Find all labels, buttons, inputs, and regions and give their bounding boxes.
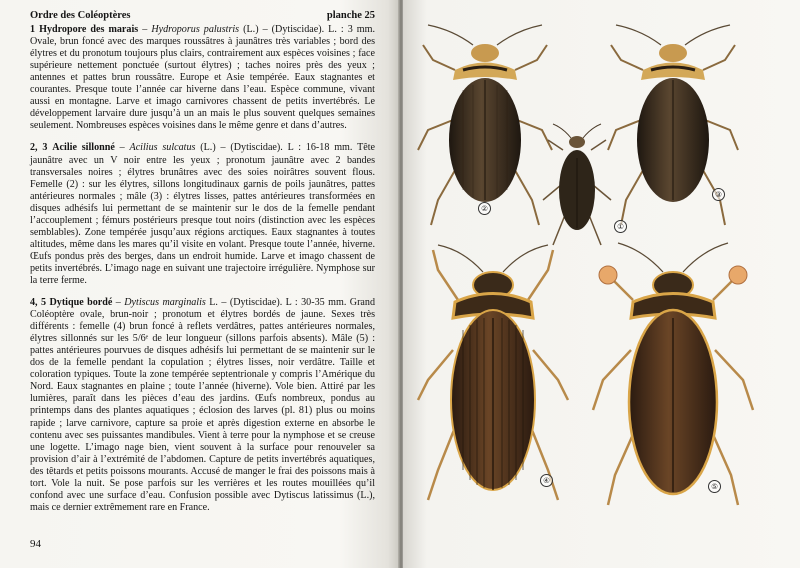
page-header [30, 10, 375, 22]
entry-heading [30, 142, 357, 153]
latin-name: Hydroporus palustris [151, 24, 240, 36]
order-title: Ordre des Coléoptères [30, 10, 131, 21]
beetle-5-dytiscus-male [593, 243, 753, 505]
species-entry-2 [30, 142, 375, 287]
text-column [30, 10, 375, 524]
authority: (L.) – (Dytiscidae). L : 16-18 mm. [195, 142, 353, 154]
entry-number: 1 [30, 24, 36, 36]
entry-number: 2, 3 [30, 142, 48, 154]
entry-heading [30, 297, 350, 308]
entry-body: Tête jaunâtre avec un V noir entre les yeux ; pronotum jaunâtre avec 2 bandes transversales noires ; élytres brunâtres avec des soies noirâtres souvent flous. Femelle (2) : sur les élytres, sillons longitudinaux garnis de poils jaunâtres, pattes antérieures normales ; mâle (3) : élytres lisses, pattes antérieures transformées en disques adhésifs lui permettant de se maintenir sur le dos de la femelle pendant l’accouplement ; fémurs postérieurs presque tout noirs (distinction avec les espèces semblables). Zone tempérée jusqu’aux régions arctiques. Eaux stagnantes à toutes altitudes, même dans les mares qu’il visite en volant. Presque toute l’année, hiverne. Œufs pondus près des berges, dans un endroit humide. Larve et imago chassent de petits invertébrés. L’imago nage en suivant une trajectoire irrégulière. Nymphose sur la terre ferme. [30, 142, 375, 286]
species-entry-1 [30, 24, 375, 132]
beetle-2-acilius-female [418, 25, 552, 225]
right-page-plate [403, 0, 800, 568]
entry-heading [30, 24, 328, 35]
entry-body: Grand Coléoptère ovale, brun-noir ; pronotum et élytres bordés de jaune. Sexes très différents : femelle (4) brun foncé à reflets verdâtres, pattes antérieures normales, élytres sillonnés sur les 5/6ᵉ de leur longueur (sillons parfois absents). Mâle (5) : pattes antérieures pourvues de disques adhésifs lui permettant de se maintenir sur le dos de la femelle pendant la copulation ; élytres lisses, noir verdâtre. Taille et coloration typiques. Toute la zone tempérée septentrionale y compris l’Amérique du Nord. Eaux stagnantes en plaine ; toute l’année (hiverne). Vole bien. Attiré par les lumières, paraît dans les pièces d’eau des jardins. Œufs nombreux, pondus au printemps dans des plantes aquatiques ; éclosion des larves (pl. 81) plus ou moins rapide ; larve carnivore, capture sa proie et après digestion externe en absorbe le contenu avec ses puissantes mandibules. Vient à terre pour la nymphose et se creuse une logette. L’imago nage bien, vient souvent à la surface pour renouveler sa provision d’air à l’extrémité de l’abdomen. Capture de petits invertébrés aquatiques, des têtards et petits poissons mourants. Accusé de manger le frai des poissons mais à tort. Vole la nuit. Se pose parfois sur les verrières et les routes mouillées qu’il confond avec une surface d’eau. Confusion possible avec Dytiscus latissimus (L.), mais ce dernier extrêmement rare en France. [30, 297, 376, 513]
page-number: 94 [30, 538, 41, 550]
species-entry-3 [30, 297, 375, 514]
beetle-label-5: ⑤ [708, 480, 721, 493]
entry-number: 4, 5 [30, 297, 47, 309]
latin-name: Acilius sulcatus [129, 142, 196, 154]
beetle-plate-illustration [403, 0, 800, 568]
name-separator: – [138, 24, 152, 36]
beetle-label-1: ① [614, 220, 627, 233]
common-name: Dytique bordé [49, 297, 113, 309]
authority: (L.) – (Dytiscidae). [239, 24, 325, 36]
common-name: Acilie sillonné [52, 142, 115, 154]
beetle-label-2: ② [478, 202, 491, 215]
beetle-label-4: ④ [540, 474, 553, 487]
beetle-1-hydroporus [543, 124, 611, 245]
beetle-4-dytiscus-female [418, 245, 568, 500]
name-separator: – [114, 142, 130, 154]
authority: L. – (Dytiscidae). L : 30-35 mm. [205, 297, 347, 309]
common-name: Hydropore des marais [39, 24, 139, 36]
beetle-label-3: ③ [712, 188, 725, 201]
plate-title: planche 25 [326, 10, 375, 21]
name-separator: – [112, 297, 125, 309]
entry-body: L. : 3 mm. Ovale, brun foncé avec des marques roussâtres à jaunâtres très variables ; bord des élytres et du pronotum toujours plus clairs, contrairement aux espèces voisines ; face supérieure nettement ponctuée (surtout élytres) ; taches noires près des yeux ; antennes et pattes brun roussâtre. Europe et Asie tempérée. Eaux stagnantes et courantes. Presque toute l’année car hiverne dans l’eau. Espèce commune, vivant aussi en montagne. Larve et imago carnivores chassent de petits invertébrés. Le développement larvaire dure jusqu’à un an mais le plus souvent quelques semaines seulement. Nombreuses espèces voisines dans le même genre et dans d’autres. [30, 24, 376, 132]
latin-name: Dytiscus marginalis [124, 297, 206, 309]
